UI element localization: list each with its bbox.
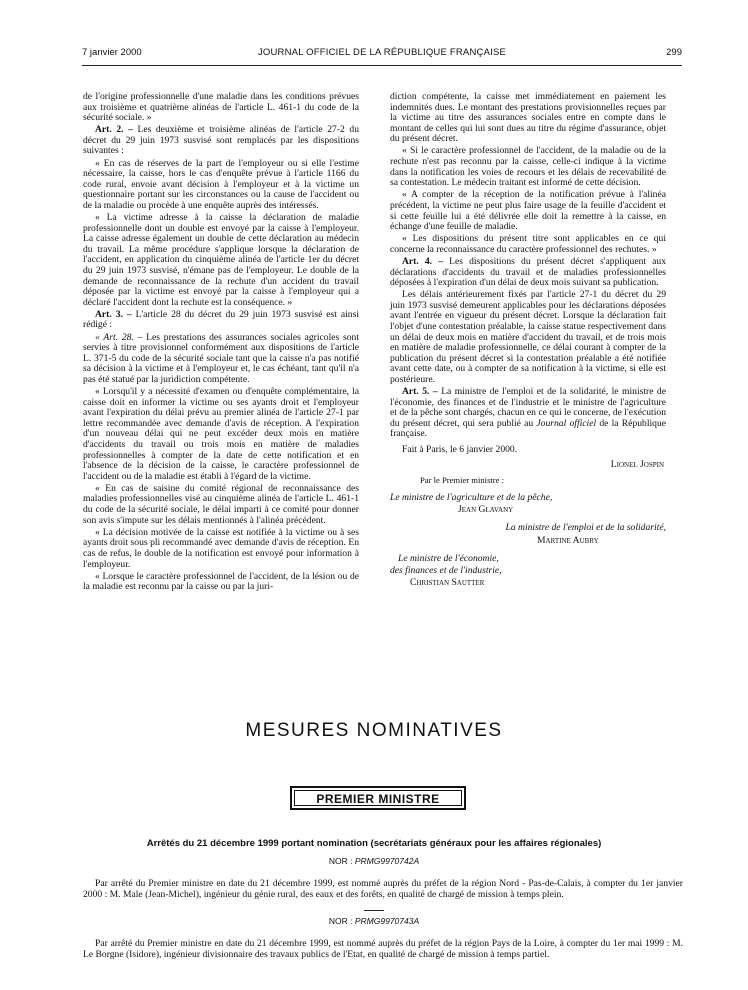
article-text-end: de la République française. <box>390 417 667 440</box>
signature-agriculture: Jean Glavany <box>458 503 514 515</box>
article-2 <box>83 125 359 157</box>
article-label: Art. 4. – <box>402 255 443 267</box>
arretes-title: Arrêtés du 21 décembre 1999 portant nomination (secrétariats généraux pour les affaires régionales) <box>146 838 602 849</box>
arrete-text: Par arrêté du Premier ministre en date du 21 décembre 1999, est nommé auprès du préfet de la région Pays de la Loire, à compter du 1er mai 1999 : M. Le Borgne (Isidore), ingénieur divisionnaire des travaux publics de l'Etat, en qualité de chargé de mission à temps partiel. <box>83 938 683 960</box>
paragraph: Les délais antérieurement fixés par l'article 27-1 du décret du 29 juin 1973 susvisé demeurent applicables pour les déclarations déposées avant l'entrée en vigueur du présent décret. Lorsque la déclaration fait l'objet d'une contestation préalable, la caisse statue respectivement dans un délai de deux mois en matière d'accident du travail, et de trois mois en matière de maladie professionnelle, ce délai courant à compter de la publication du présent décret si la contestation préalable a été notifiée avant cette date, ou à compter de sa notification à la victime, si elle est postérieure. <box>390 289 666 385</box>
paragraph: « Si le caractère professionnel de l'accident, de la maladie ou de la rechute n'est pas reconnu par la caisse, celle-ci indique à la victime dans la notification les voies de recours et les délais de recevabilité de sa contestation. Le médecin traitant est informé de cette décision. <box>390 145 666 189</box>
by-prime-minister: Par le Premier ministre : <box>420 475 505 486</box>
nor-code: PRMG9970742A <box>354 856 420 866</box>
section-title: MESURES NOMINATIVES <box>245 720 503 741</box>
left-column <box>83 92 359 594</box>
premier-ministre-box <box>290 786 466 810</box>
article-28 <box>83 333 359 386</box>
paragraph: « En cas de réserves de la part de l'employeur ou si elle l'estime nécessaire, la caisse, hors le cas d'enquête prévue à l'article 1166 du code rural, envoie avant décision à l'employeur et à la victime un questionnaire portant sur les circonstances ou la cause de l'accident ou de la maladie ou procède à une enquête auprès des intéressés. <box>83 157 359 211</box>
paragraph: « Lorsqu'il y a nécessité d'examen ou d'enquête complémentaire, la caisse doit en informer la victime ou ses ayants droit et l'employeur avant l'expiration du délai prévu au premier alinéa de l'article 27-1 par lettre recommandée avec demande d'avis de réception. A l'expiration d'un nouveau délai qui ne peut excéder deux mois en matière d'accidents du travail ou trois mois en matière de maladies professionnelles à compter de la date de cette notification et en l'absence de la décision de la caisse, le caractère professionnel de l'accident ou de la maladie est établi à l'égard de la victime. <box>83 386 359 482</box>
signature-employment: Martine Aubry <box>537 534 599 546</box>
signature-economy: Christian Sautter <box>410 577 485 589</box>
header-rule <box>82 65 682 66</box>
nor-label: NOR : <box>328 856 353 866</box>
article-label: Art. 3. – <box>95 308 132 320</box>
article-text: La ministre de l'emploi et de la solidarité, le ministre de l'économie, des finances et de l'industrie et le ministre de l'agriculture et de la pêche sont chargés, chacun en ce qui le concerne, de l'exécution du présent décret, qui sera publié au <box>390 386 666 429</box>
arrete-2 <box>83 938 683 960</box>
minister-economy-title-2: des finances et de l'industrie, <box>390 565 502 577</box>
nor-line-2 <box>0 916 748 926</box>
journal-title: JOURNAL OFFICIEL DE LA RÉPUBLIQUE FRANÇAISE <box>257 47 507 58</box>
minister-economy-title-1: Le ministre de l'économie, <box>398 553 499 565</box>
paragraph: « En cas de saisine du comité régional de reconnaissance des maladies professionnelles visé au cinquième alinéa de l'article L. 461-1 du code de la sécurité sociale, le délai imparti à ce comité pour donner son avis s'impute sur les délais mentionnés à l'alinéa précédent. <box>83 482 359 526</box>
right-column <box>390 92 666 590</box>
nor-label: NOR : <box>328 916 353 926</box>
paragraph: diction compétente, la caisse met immédiatement en paiement les indemnités dues. Le montant des prestations provisionnelles reçues par la victime au titre des assurances sociales entre en compte dans le montant de celles qui lui sont dues au titre du régime d'assurance, objet du présent décret. <box>390 91 666 145</box>
paragraph: « Les dispositions du présent titre sont applicables en ce qui concerne la reconnaissance du caractère professionnel des rechutes. » <box>390 233 666 255</box>
arrete-1 <box>83 878 683 900</box>
article-text: – Les prestations des assurances sociales agricoles sont servies à titre provisionnel conformément aux dispositions de l'article L. 371-5 du code de la sécurité sociale tant que la caisse n'a pas notifié sa décision à la victime et à l'employeur et, le cas échéant, tant qu'il n'a pas été statué par la juridiction compétente. <box>83 331 360 385</box>
nor-code: PRMG9970743A <box>354 916 420 926</box>
article-text: L'article 28 du décret du 29 juin 1973 susvisé est ainsi rédigé : <box>83 308 359 331</box>
article-label: Art. 2. – <box>95 124 133 136</box>
signature-place-date: Fait à Paris, le 6 janvier 2000. <box>402 444 518 455</box>
nor-line-1 <box>0 856 748 866</box>
separator-rule <box>364 910 384 911</box>
journal-officiel-ref: Journal officiel <box>536 417 597 429</box>
paragraph: « A compter de la réception de la notification prévue à l'alinéa précédent, la victime ne peut plus faire usage de la feuille d'accident et si cette feuille lui a été délivrée elle doit la remettre à la caisse, en échange d'une feuille de maladie. <box>390 189 666 233</box>
minister-agriculture-title: Le ministre de l'agriculture et de la pêche, <box>390 491 553 503</box>
box-label: PREMIER MINISTRE <box>294 790 462 806</box>
header-date: 7 janvier 2000 <box>82 47 142 58</box>
arrete-text: Par arrêté du Premier ministre en date du 21 décembre 1999, est nommé auprès du préfet de la région Nord - Pas-de-Calais, à compter du 1er janvier 2000 : M. Male (Jean-Michel), ingénieur du génie rural, des eaux et des forêts, en qualité de chargé de mission à temps plein. <box>83 878 683 900</box>
article-3 <box>83 310 359 331</box>
signature-prime-minister: Lionel Jospin <box>610 458 664 470</box>
article-4 <box>390 257 666 289</box>
minister-employment-title: La ministre de l'emploi et de la solidarité, <box>505 522 666 534</box>
page-header <box>82 47 682 61</box>
article-text: Les dispositions du présent décret s'appliquent aux déclarations d'accidents du travail et de maladies professionnelles déposées à l'expiration d'un délai de deux mois suivant sa publication. <box>390 255 666 289</box>
page-number: 299 <box>666 47 682 58</box>
paragraph: « La victime adresse à la caisse la déclaration de maladie professionnelle dont un double est envoyé par la caisse à l'employeur. La caisse adresse également un double de cette déclaration au médecin du travail. La même procédure s'applique lorsque la déclaration de l'accident, en application du cinquième alinéa de l'article 1er du décret du 29 juin 1973 susvisé, n'émane pas de l'employeur. Le double de la demande de reconnaissance de la rechute d'un accident du travail déposée par la victime est envoyé par la caisse à l'employeur qui a déclaré l'accident dont la rechute est la conséquence. » <box>83 212 359 308</box>
article-5 <box>390 387 666 440</box>
paragraph: de l'origine professionnelle d'une maladie dans les conditions prévues aux troisième et quatrième alinéas de l'article L. 461-1 du code de la sécurité sociale. » <box>83 91 359 124</box>
article-label: « Art. 28. <box>95 331 134 343</box>
article-label: Art. 5. – <box>402 386 438 398</box>
paragraph: « Lorsque le caractère professionnel de l'accident, de la lésion ou de la maladie est reconnu par la caisse ou par la juri- <box>83 570 359 593</box>
paragraph: « La décision motivée de la caisse est notifiée à la victime ou à ses ayants droit sous pli recommandé avec demande d'avis de réception. En cas de refus, le double de la notification est envoyé pour information à l'employeur. <box>83 526 359 570</box>
article-text: Les deuxième et troisième alinéas de l'article 27-2 du décret du 29 juin 1973 susvisé sont remplacés par les dispositions suivantes : <box>83 124 359 157</box>
